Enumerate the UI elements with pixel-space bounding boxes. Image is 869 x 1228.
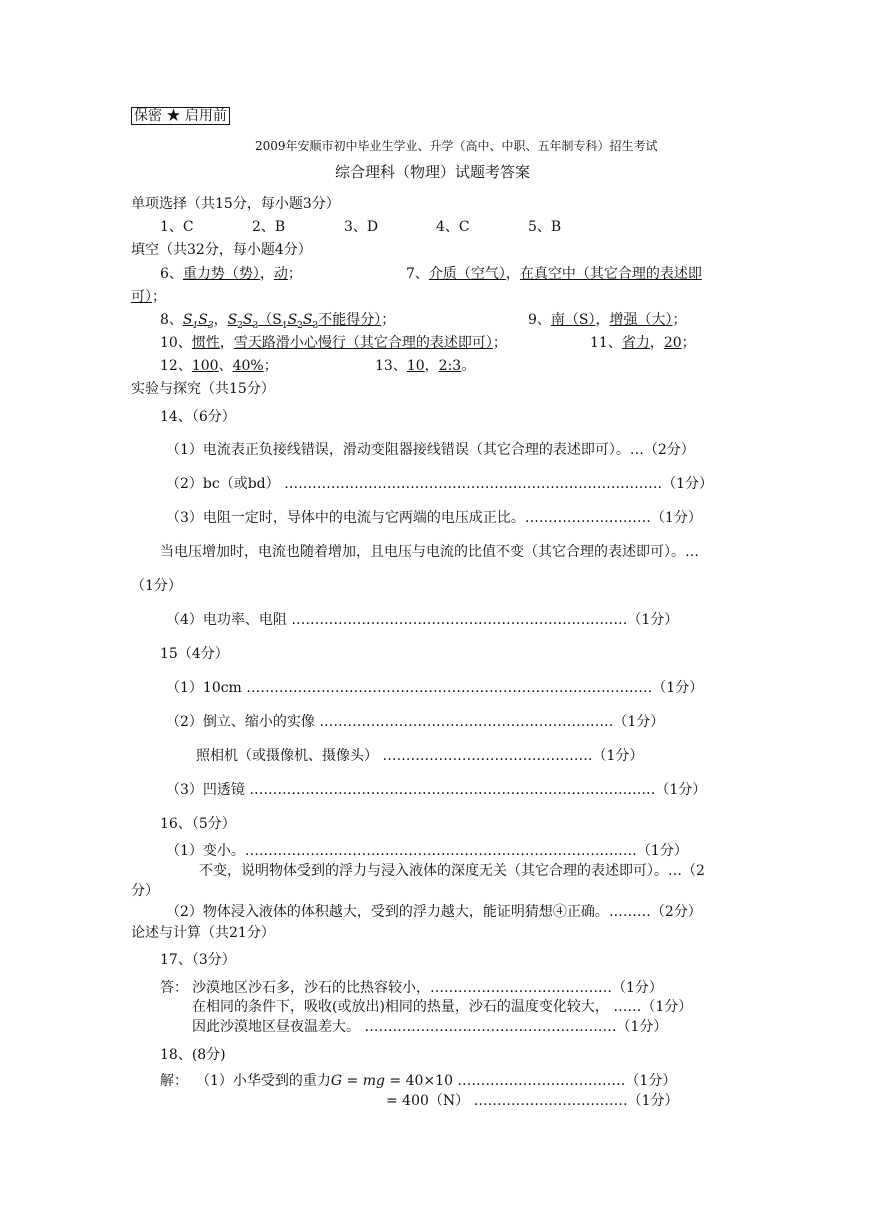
section-calc: 论述与计算（共21分） — [131, 925, 275, 941]
fill-q11: 11、省力，20； — [590, 335, 696, 351]
choice-5: 5、B — [528, 219, 562, 235]
page-title: 综合理科（物理）试题考答案 — [335, 163, 531, 181]
fill-q8: 8、$S_1S_3$，$S_2S_3(S_1S_2S_3$不能得分）； — [160, 312, 396, 331]
fill-q6: 6、重力势（势），动； — [160, 266, 302, 282]
fill-q13: 13、10，2:3。 — [375, 358, 476, 374]
q17-line2: 在相同的条件下，吸收(或放出)相同的热量，沙石的温度变化较大， ……（1分） — [192, 999, 693, 1015]
choice-1: 1、C — [160, 219, 194, 235]
q14-line3: （3）电阻一定时，导体中的电流与它两端的电压成正比。………………………（1分） — [166, 510, 702, 526]
q14-line4-cont: （1分） — [131, 578, 182, 594]
q16-line3: （2）物体浸入液体的体积越大，受到的浮力越大，能证明猜想④正确。………（2分） — [166, 904, 702, 920]
q18-line2: = 400（N） ……………………………（1分） — [386, 1093, 679, 1109]
q18-line1: （1）小华受到的重力G = mg = 40×10 ………………………………（1分） — [196, 1073, 677, 1089]
q14-line2: （2）bc（或bd） ………………………………………………………………………（1分） — [166, 476, 713, 492]
fill-q7-cont: 可）； — [131, 289, 166, 305]
fill-q9: 9、南（S），增强（大）； — [528, 312, 687, 328]
choice-4: 4、C — [436, 219, 470, 235]
section-choice: 单项选择（共15分，每小题3分） — [131, 196, 340, 212]
q16-line1: （1）变小。…………………………………………………………………………（1分） — [166, 843, 688, 859]
choice-3: 3、D — [344, 219, 379, 235]
q14-line5: （4）电功率、电阻 ………………………………………………………………（1分） — [166, 612, 679, 628]
q17-head: 17、（3分） — [160, 952, 236, 968]
q15-line3: 照相机（或摄像机、摄像头） ………………………………………（1分） — [196, 748, 644, 764]
q17-line3: 因此沙漠地区昼夜温差大。 ………………………………………………（1分） — [192, 1019, 668, 1035]
choice-2: 2、B — [252, 219, 286, 235]
section-experiment: 实验与探究（共15分） — [131, 381, 275, 397]
q17-line1: 沙漠地区沙石多，沙石的比热容较小，…………………………………（1分） — [192, 980, 663, 996]
exam-title: 2009年安顺市初中毕业生学业、升学（高中、中职、五年制专科）招生考试 — [255, 139, 658, 153]
q17-label: 答： — [160, 980, 188, 996]
q14-line1: （1）电流表正负接线错误，滑动变阻器接线错误（其它合理的表述即可）。…（2分） — [166, 442, 695, 458]
section-fill: 填空（共32分，每小题4分） — [131, 242, 312, 258]
secret-label: 保密 ★ 启用前 — [131, 107, 230, 125]
q16-line2: 不变，说明物体受到的浮力与浸入液体的深度无关（其它合理的表述即可）。…（2 — [199, 863, 705, 879]
fill-q7: 7、介质（空气），在真空中（其它合理的表述即 — [406, 266, 702, 282]
q15-line1: （1）10cm ……………………………………………………………………………（1分） — [166, 680, 704, 696]
q18-label: 解： — [160, 1073, 188, 1089]
q15-line2: （2）倒立、缩小的实像 ………………………………………………………（1分） — [166, 714, 665, 730]
q18-head: 18、(8分) — [160, 1047, 226, 1063]
fill-q12: 12、100、40%； — [160, 358, 278, 374]
q16-head: 16、（5分） — [160, 816, 236, 832]
q15-line4: （3）凹透镜 ……………………………………………………………………………（1分） — [166, 782, 707, 798]
q14-head: 14、（6分） — [160, 409, 236, 425]
q15-head: 15（4分） — [160, 646, 229, 662]
q16-line2-cont: 分） — [131, 883, 159, 899]
fill-q10: 10、惯性，雪天路滑小心慢行（其它合理的表述即可）； — [160, 335, 507, 351]
q14-line4: 当电压增加时，电流也随着增加，且电压与电流的比值不变（其它合理的表述即可）。… — [160, 544, 699, 560]
